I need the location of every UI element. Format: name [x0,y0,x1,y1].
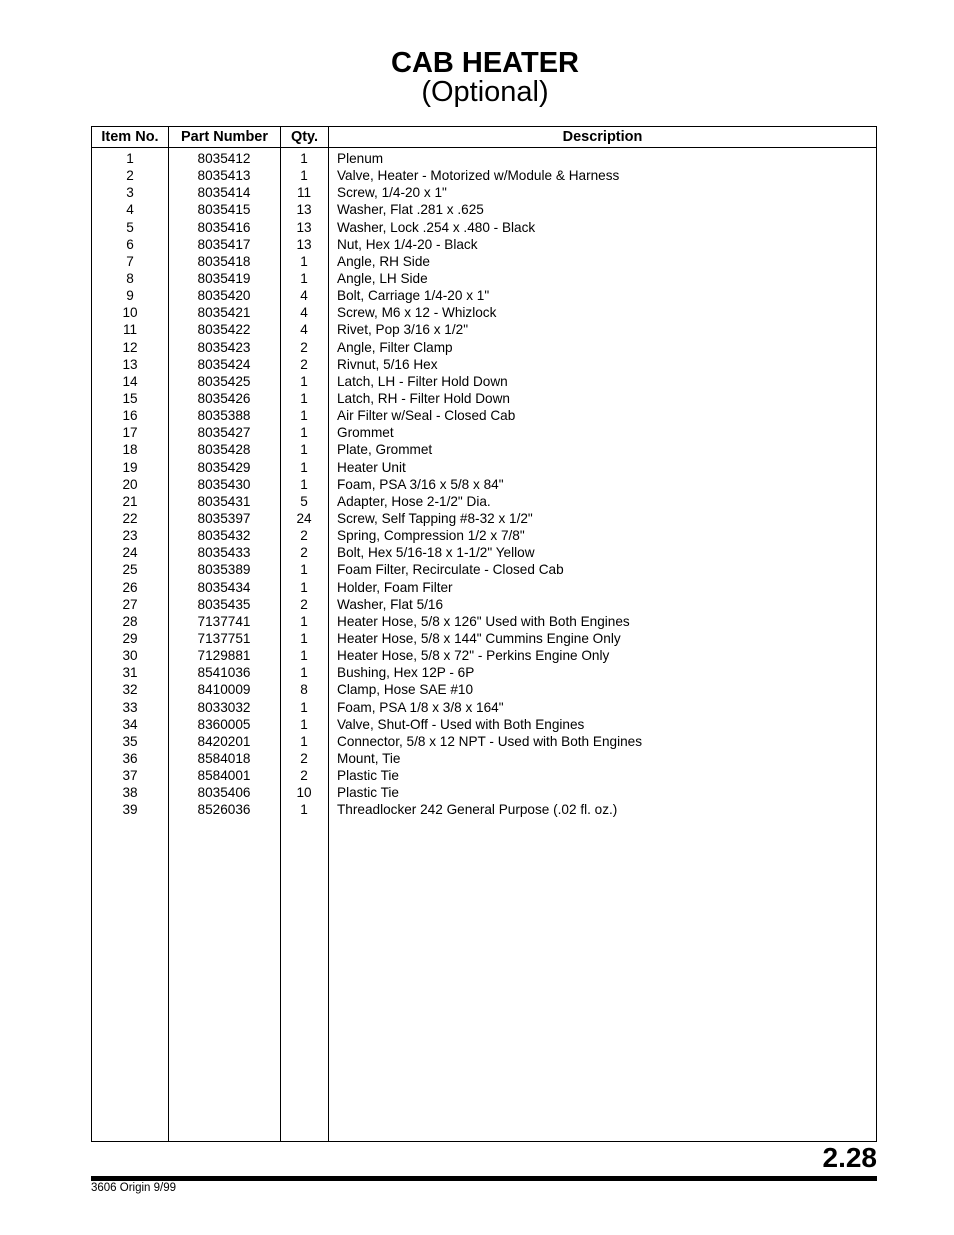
quantity-cell: 1 [300,442,308,458]
part-number-cell: 8035434 [197,579,251,595]
table-row [92,784,876,801]
item-number-cell: 15 [122,390,138,406]
table-row [92,459,876,476]
part-number-cell: 8584001 [197,768,251,784]
item-number-cell: 11 [122,322,138,338]
part-number-cell: 8035426 [197,390,251,406]
table-row [92,647,876,664]
part-number-cell: 8541036 [197,665,251,681]
table-row [92,716,876,733]
item-number-cell: 28 [122,613,138,629]
table-row [92,219,876,236]
quantity-cell: 1 [300,613,308,629]
table-row [92,201,876,218]
item-number-cell: 8 [126,270,134,286]
footer-text: 3606 Origin 9/99 [91,1182,177,1194]
item-number-cell: 37 [122,768,138,784]
item-number-cell: 20 [122,476,138,492]
description-cell: Washer, Flat 5/16 [337,596,444,612]
quantity-cell: 4 [300,305,308,321]
item-number-cell: 27 [122,596,138,612]
description-cell: Latch, LH - Filter Hold Down [337,373,508,389]
description-cell: Air Filter w/Seal - Closed Cab [337,408,516,424]
quantity-cell: 1 [300,151,308,166]
part-number-cell: 8035388 [197,408,251,424]
table-row [92,613,876,630]
item-number-cell: 4 [126,202,134,218]
quantity-cell: 1 [300,699,308,715]
part-number-cell: 8035430 [197,476,251,492]
part-number-cell: 8035432 [197,528,251,544]
table-row [92,579,876,596]
part-number-cell: 8035418 [197,253,251,269]
header-part-number: Part Number [180,129,269,145]
description-cell: Bolt, Carriage 1/4-20 x 1" [337,288,490,304]
part-number-cell: 8035406 [197,785,251,801]
quantity-cell: 1 [300,733,308,749]
table-row [92,681,876,698]
description-cell: Angle, Filter Clamp [337,339,453,355]
part-number-cell: 8035433 [197,545,251,561]
item-number-cell: 3 [126,185,134,201]
part-number-cell: 8035427 [197,425,251,441]
quantity-cell: 1 [300,716,308,732]
table-row [92,373,876,390]
description-cell: Screw, Self Tapping #8-32 x 1/2" [337,510,533,526]
description-cell: Valve, Shut-Off - Used with Both Engines [337,716,585,732]
footer-rule [91,1176,877,1181]
part-number-cell: 8035423 [197,339,251,355]
part-number-cell: 8035421 [197,305,251,321]
quantity-cell: 2 [300,528,308,544]
description-cell: Plate, Grommet [337,442,433,458]
part-number-cell: 8420201 [197,733,251,749]
table-row [92,596,876,613]
item-number-cell: 5 [126,219,134,235]
parts-table [91,126,877,1142]
quantity-cell: 10 [296,785,312,801]
quantity-cell: 13 [296,202,312,218]
description-cell: Washer, Lock .254 x .480 - Black [337,219,536,235]
part-number-cell: 7137751 [197,630,251,646]
table-row [92,321,876,338]
part-number-cell: 8035419 [197,270,251,286]
header-divider [92,147,876,148]
item-number-cell: 31 [122,665,138,681]
table-row [92,733,876,750]
item-number-cell: 29 [122,630,138,646]
part-number-cell: 8035422 [197,322,251,338]
item-number-cell: 32 [122,682,138,698]
table-row [92,699,876,716]
item-number-cell: 35 [122,733,138,749]
description-cell: Rivnut, 5/16 Hex [337,356,438,372]
description-cell: Washer, Flat .281 x .625 [337,202,484,218]
table-row [92,767,876,784]
item-number-cell: 18 [122,442,138,458]
part-number-cell: 8035425 [197,373,251,389]
item-number-cell: 36 [122,750,138,766]
quantity-cell: 1 [300,648,308,664]
description-cell: Bolt, Hex 5/16-18 x 1-1/2" Yellow [337,545,535,561]
item-number-cell: 7 [126,253,134,269]
item-number-cell: 26 [122,579,138,595]
description-cell: Foam, PSA 1/8 x 3/8 x 164" [337,699,504,715]
table-row [92,544,876,561]
item-number-cell: 17 [122,425,138,441]
part-number-cell: 8033032 [197,699,251,715]
table-row [92,630,876,647]
description-cell: Mount, Tie [337,750,401,766]
table-row [92,527,876,544]
description-cell: Foam Filter, Recirculate - Closed Cab [337,562,564,578]
description-cell: Holder, Foam Filter [337,579,453,595]
quantity-cell: 13 [296,219,312,235]
item-number-cell: 1 [126,151,134,166]
table-body [92,150,876,818]
description-cell: Plastic Tie [337,785,399,801]
item-number-cell: 22 [122,510,138,526]
part-number-cell: 8035428 [197,442,251,458]
part-number-cell: 7137741 [197,613,251,629]
quantity-cell: 11 [296,185,312,201]
table-row [92,441,876,458]
description-cell: Spring, Compression 1/2 x 7/8" [337,528,525,544]
item-number-cell: 13 [122,356,138,372]
part-number-cell: 8035415 [197,202,251,218]
description-cell: Angle, LH Side [337,270,428,286]
part-number-cell: 7129881 [197,648,251,664]
table-row [92,270,876,287]
item-number-cell: 9 [126,288,134,304]
description-cell: Latch, RH - Filter Hold Down [337,390,510,406]
quantity-cell: 2 [300,768,308,784]
quantity-cell: 2 [300,750,308,766]
table-row [92,236,876,253]
item-number-cell: 16 [122,408,138,424]
item-number-cell: 19 [122,459,138,475]
part-number-cell: 8035431 [197,493,251,509]
quantity-cell: 1 [300,802,308,818]
part-number-cell: 8360005 [197,716,251,732]
description-cell: Heater Unit [337,459,406,475]
description-cell: Foam, PSA 3/16 x 5/8 x 84" [337,476,504,492]
table-row [92,493,876,510]
quantity-cell: 1 [300,373,308,389]
quantity-cell: 1 [300,476,308,492]
description-cell: Heater Hose, 5/8 x 144" Cummins Engine Only [337,630,621,646]
quantity-cell: 13 [296,236,312,252]
quantity-cell: 1 [300,579,308,595]
part-number-cell: 8035397 [197,510,251,526]
description-cell: Heater Hose, 5/8 x 126" Used with Both Engines [337,613,630,629]
table-row [92,424,876,441]
part-number-cell: 8410009 [197,682,251,698]
part-number-cell: 8035420 [197,288,251,304]
item-number-cell: 38 [122,785,138,801]
header-item-no: Item No. [101,129,159,145]
quantity-cell: 1 [300,408,308,424]
table-row [92,801,876,818]
quantity-cell: 1 [300,253,308,269]
item-number-cell: 23 [122,528,138,544]
table-row [92,407,876,424]
item-number-cell: 12 [122,339,138,355]
item-number-cell: 6 [126,236,134,252]
item-number-cell: 2 [126,168,134,184]
quantity-cell: 2 [300,596,308,612]
quantity-cell: 8 [300,682,308,698]
header-qty: Qty. [290,129,319,145]
table-row [92,253,876,270]
page-subtitle: (Optional) [421,76,549,108]
page-number: 2.28 [822,1142,877,1173]
table-row [92,287,876,304]
description-cell: Angle, RH Side [337,253,430,269]
description-cell: Rivet, Pop 3/16 x 1/2" [337,322,469,338]
quantity-cell: 4 [300,288,308,304]
table-row [92,184,876,201]
item-number-cell: 10 [122,305,138,321]
table-row [92,510,876,527]
table-row [92,561,876,578]
description-cell: Threadlocker 242 General Purpose (.02 fl. oz.) [337,802,618,818]
item-number-cell: 39 [122,802,138,818]
description-cell: Bushing, Hex 12P - 6P [337,665,475,681]
quantity-cell: 4 [300,322,308,338]
item-number-cell: 30 [122,648,138,664]
table-row [92,339,876,356]
table-row [92,150,876,167]
description-cell: Grommet [337,425,394,441]
part-number-cell: 8035414 [197,185,251,201]
header-description: Description [562,129,643,145]
table-row [92,750,876,767]
description-cell: Clamp, Hose SAE #10 [337,682,474,698]
description-cell: Plenum [337,151,384,166]
description-cell: Screw, 1/4-20 x 1" [337,185,447,201]
part-number-cell: 8035412 [197,151,251,166]
table-row [92,390,876,407]
quantity-cell: 2 [300,356,308,372]
description-cell: Adapter, Hose 2-1/2" Dia. [337,493,491,509]
item-number-cell: 21 [122,493,138,509]
quantity-cell: 1 [300,390,308,406]
item-number-cell: 25 [122,562,138,578]
table-row [92,664,876,681]
quantity-cell: 2 [300,545,308,561]
table-row [92,167,876,184]
item-number-cell: 33 [122,699,138,715]
part-number-cell: 8035424 [197,356,251,372]
description-cell: Nut, Hex 1/4-20 - Black [337,236,478,252]
part-number-cell: 8035417 [197,236,251,252]
description-cell: Valve, Heater - Motorized w/Module & Harness [337,168,620,184]
part-number-cell: 8035429 [197,459,251,475]
quantity-cell: 1 [300,168,308,184]
quantity-cell: 1 [300,425,308,441]
part-number-cell: 8526036 [197,802,251,818]
table-row [92,304,876,321]
quantity-cell: 1 [300,459,308,475]
description-cell: Screw, M6 x 12 - Whizlock [337,305,497,321]
part-number-cell: 8035435 [197,596,251,612]
quantity-cell: 1 [300,270,308,286]
quantity-cell: 5 [300,493,308,509]
table-row [92,356,876,373]
part-number-cell: 8584018 [197,750,251,766]
quantity-cell: 1 [300,630,308,646]
item-number-cell: 14 [122,373,138,389]
part-number-cell: 8035413 [197,168,251,184]
quantity-cell: 1 [300,665,308,681]
item-number-cell: 34 [122,716,138,732]
item-number-cell: 24 [122,545,138,561]
quantity-cell: 1 [300,562,308,578]
description-cell: Plastic Tie [337,768,399,784]
part-number-cell: 8035389 [197,562,251,578]
description-cell: Heater Hose, 5/8 x 72" - Perkins Engine Only [337,648,610,664]
quantity-cell: 2 [300,339,308,355]
table-row [92,476,876,493]
description-cell: Connector, 5/8 x 12 NPT - Used with Both Engines [337,733,643,749]
quantity-cell: 24 [296,510,312,526]
page-title: CAB HEATER [391,47,579,79]
part-number-cell: 8035416 [197,219,251,235]
